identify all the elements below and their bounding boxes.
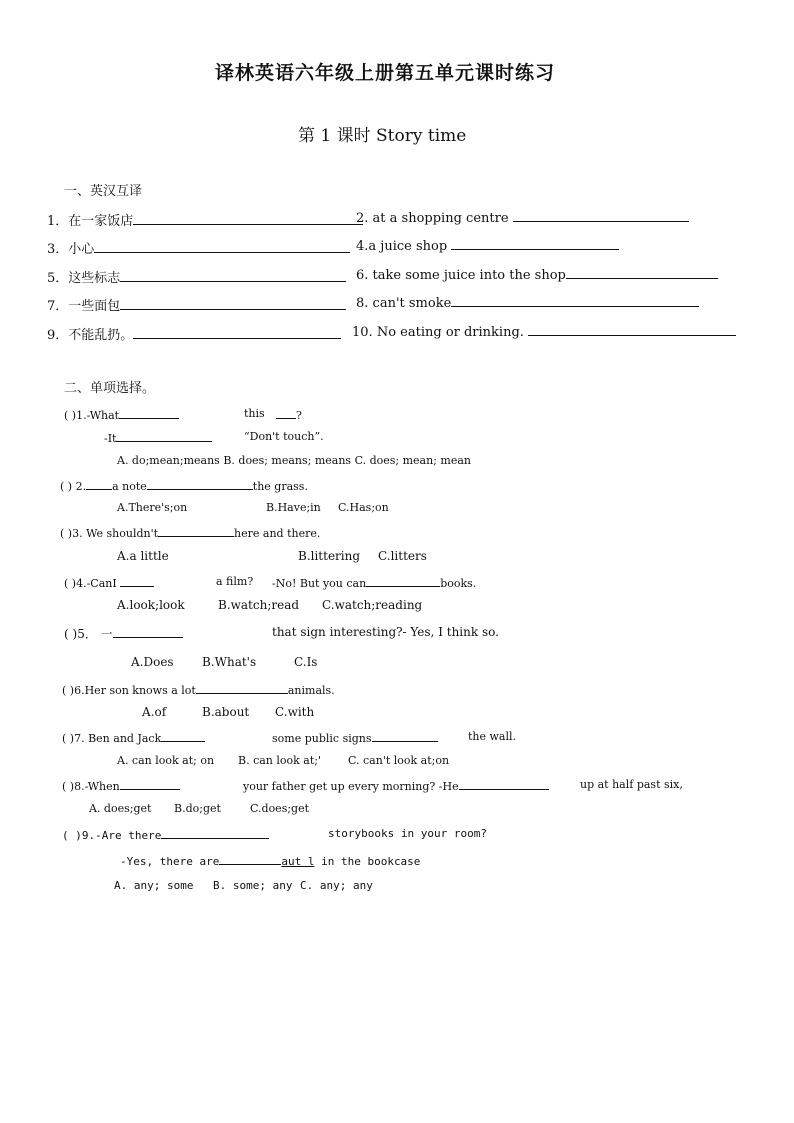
question-number: 1. [76,409,87,422]
item-number: 9． [47,328,69,343]
answer-blank[interactable] [94,241,350,253]
question-text: animals. [287,684,335,697]
answer-paren[interactable]: ( ) [64,577,77,590]
answer-blank[interactable] [86,478,112,490]
list-item [352,324,736,340]
answer-blank[interactable] [528,324,736,336]
option-b: B.do;get [174,802,221,815]
question-text: your father get up every morning? -He [243,780,459,793]
question-text: Her son knows a lot [84,684,196,697]
question-text: that sign interesting?- Yes, I think so. [272,625,499,639]
option-b: B. can look at;' [238,754,322,767]
question-2 [60,478,308,493]
question-text: here and there. [234,527,321,540]
option-c: C.watch;reading [322,598,423,612]
question-text: a film? [216,575,254,588]
item-number: 6. [356,268,369,283]
question-6 [62,682,335,697]
question-text: in the bookcase [314,855,421,868]
question-text: this [244,407,265,420]
answer-paren[interactable]: ( ) [62,829,82,842]
answer-blank[interactable] [161,827,269,839]
question-text [243,778,549,793]
item-number: 2. [356,211,369,226]
answer-paren[interactable]: ( ) [64,409,77,422]
item-text: No eating or drinking. [376,325,524,340]
option-c: C.Is [294,655,318,669]
question-9 [62,827,269,842]
option-c: C. any; any [300,879,373,892]
answer-blank[interactable] [372,730,438,742]
question-text: the grass. [252,480,308,493]
option-a: A. does;get [89,802,152,815]
page-subtitle: 第 1 课时 Story time [298,126,467,146]
answer-blank[interactable] [120,575,154,587]
question-text: -What [86,409,120,422]
answer-blank[interactable] [513,210,689,222]
question-5 [64,625,183,642]
option-a: A.Does [131,655,174,669]
question-text: -When [84,780,120,793]
option-a: A.There's;on [117,501,188,514]
item-number: 4. [356,239,369,254]
answer-paren[interactable]: ( ) [62,780,75,793]
question-number: 9. [81,829,96,842]
section-heading-translation: 一、英汉互译 [64,184,143,199]
option-a: A. any; some [114,879,194,892]
answer-blank[interactable] [196,682,288,694]
question-text [104,430,212,445]
list-item [47,295,346,314]
list-item [356,295,699,311]
question-text: -Are there [95,829,162,842]
question-3 [60,525,320,540]
question-number: 8. [74,780,85,793]
question-text [120,853,420,868]
option-a: A. can look at; on [117,754,215,767]
item-text: take some juice into the shop [372,268,566,283]
answer-blank[interactable] [116,430,212,442]
option-b: B.What's [202,655,257,669]
question-7 [62,730,205,745]
item-text: 一些面包 [68,299,121,314]
answer-blank[interactable] [120,778,180,790]
option-c: C. can't look at;on [348,754,450,767]
item-number: 8. [356,296,369,311]
answer-paren[interactable]: ( ) [62,684,75,697]
list-item [356,238,619,254]
question-text: -No! But you can [272,577,367,590]
question-number: 5． [77,627,97,641]
list-item [47,267,346,286]
question-text: -Yes, there are [120,855,220,868]
question-text: -CanI [86,577,117,590]
option-a: A.a little [117,549,169,563]
option-b: B.Have;in [266,501,321,514]
answer-paren[interactable]: ( ) [60,480,73,493]
item-number: 7． [47,299,69,314]
question-text [276,407,302,422]
question-number: 3. [72,527,83,540]
answer-blank[interactable] [219,853,281,865]
list-item [356,267,718,283]
item-number: 3． [47,242,69,257]
item-number: 1． [47,214,69,229]
item-text: 不能乱扔。 [68,328,134,343]
question-4 [64,575,154,590]
list-item [356,210,689,226]
answer-blank[interactable] [276,407,296,419]
question-number: 2. [75,480,87,493]
question-text [272,730,438,745]
item-text: at a shopping centre [372,211,509,226]
option-c: C.with [275,705,315,719]
answer-paren[interactable]: ( ) [64,627,78,641]
item-text: can't smoke [372,296,452,311]
question-text: We shouldn't [86,527,159,540]
item-number: 5． [47,271,69,286]
option-c: C.litters [378,549,427,563]
answer-blank[interactable] [158,525,234,537]
question-text: up at half past six, [580,778,683,791]
question-number: 7. [74,732,85,745]
item-number: 10. [352,325,373,340]
question-text: storybooks in your room? [328,827,487,840]
question-text: aut l [281,855,315,868]
answer-blank[interactable] [119,407,179,419]
question-text [272,575,476,590]
answer-blank[interactable] [133,327,341,339]
question-text: 一 [100,627,113,641]
question-number: 4. [76,577,87,590]
answer-blank[interactable] [133,213,363,225]
answer-blank[interactable] [113,626,183,638]
option-b: B.watch;read [218,598,300,612]
item-text: a juice shop [368,239,448,254]
question-text: some public signs [272,732,372,745]
question-text: books. [440,577,477,590]
option-c: C.does;get [250,802,310,815]
question-1 [64,407,179,422]
list-item [47,210,363,229]
options: A. do;mean;means B. does; means; means C. does; mean; mean [117,454,471,467]
answer-blank[interactable] [459,778,549,790]
option-b: B.about [202,705,250,719]
answer-blank[interactable] [451,295,699,307]
answer-blank[interactable] [451,238,619,250]
question-text: “Don't touch”. [244,430,324,443]
answer-blank[interactable] [566,267,718,279]
item-text: 在一家饭店 [68,214,134,229]
answer-blank[interactable] [120,298,346,310]
option-a: A.of [142,705,167,719]
item-text: 这些标志 [68,271,121,286]
question-text: -It [104,432,117,445]
page-title: 译林英语六年级上册第五单元课时练习 [215,62,556,84]
answer-paren[interactable]: ( ) [60,527,73,540]
section-heading-choice: 二、单项选择。 [64,381,156,396]
option-b: B.littering [298,549,361,563]
option-c: C.Has;on [338,501,389,514]
question-text: Ben and Jack [88,732,162,745]
answer-blank[interactable] [161,730,205,742]
answer-blank[interactable] [147,478,253,490]
option-b: B. some; any [213,879,293,892]
question-8 [62,778,180,793]
item-text: 小心 [68,242,95,257]
option-a: A.look;look [117,598,185,612]
list-item [47,238,350,257]
question-text: the wall. [468,730,517,743]
answer-blank[interactable] [366,575,440,587]
answer-blank[interactable] [120,270,346,282]
list-item [47,324,341,343]
question-number: 6. [74,684,85,697]
question-text: a note [112,480,147,493]
question-text: ? [296,409,302,422]
answer-paren[interactable]: ( ) [62,732,75,745]
